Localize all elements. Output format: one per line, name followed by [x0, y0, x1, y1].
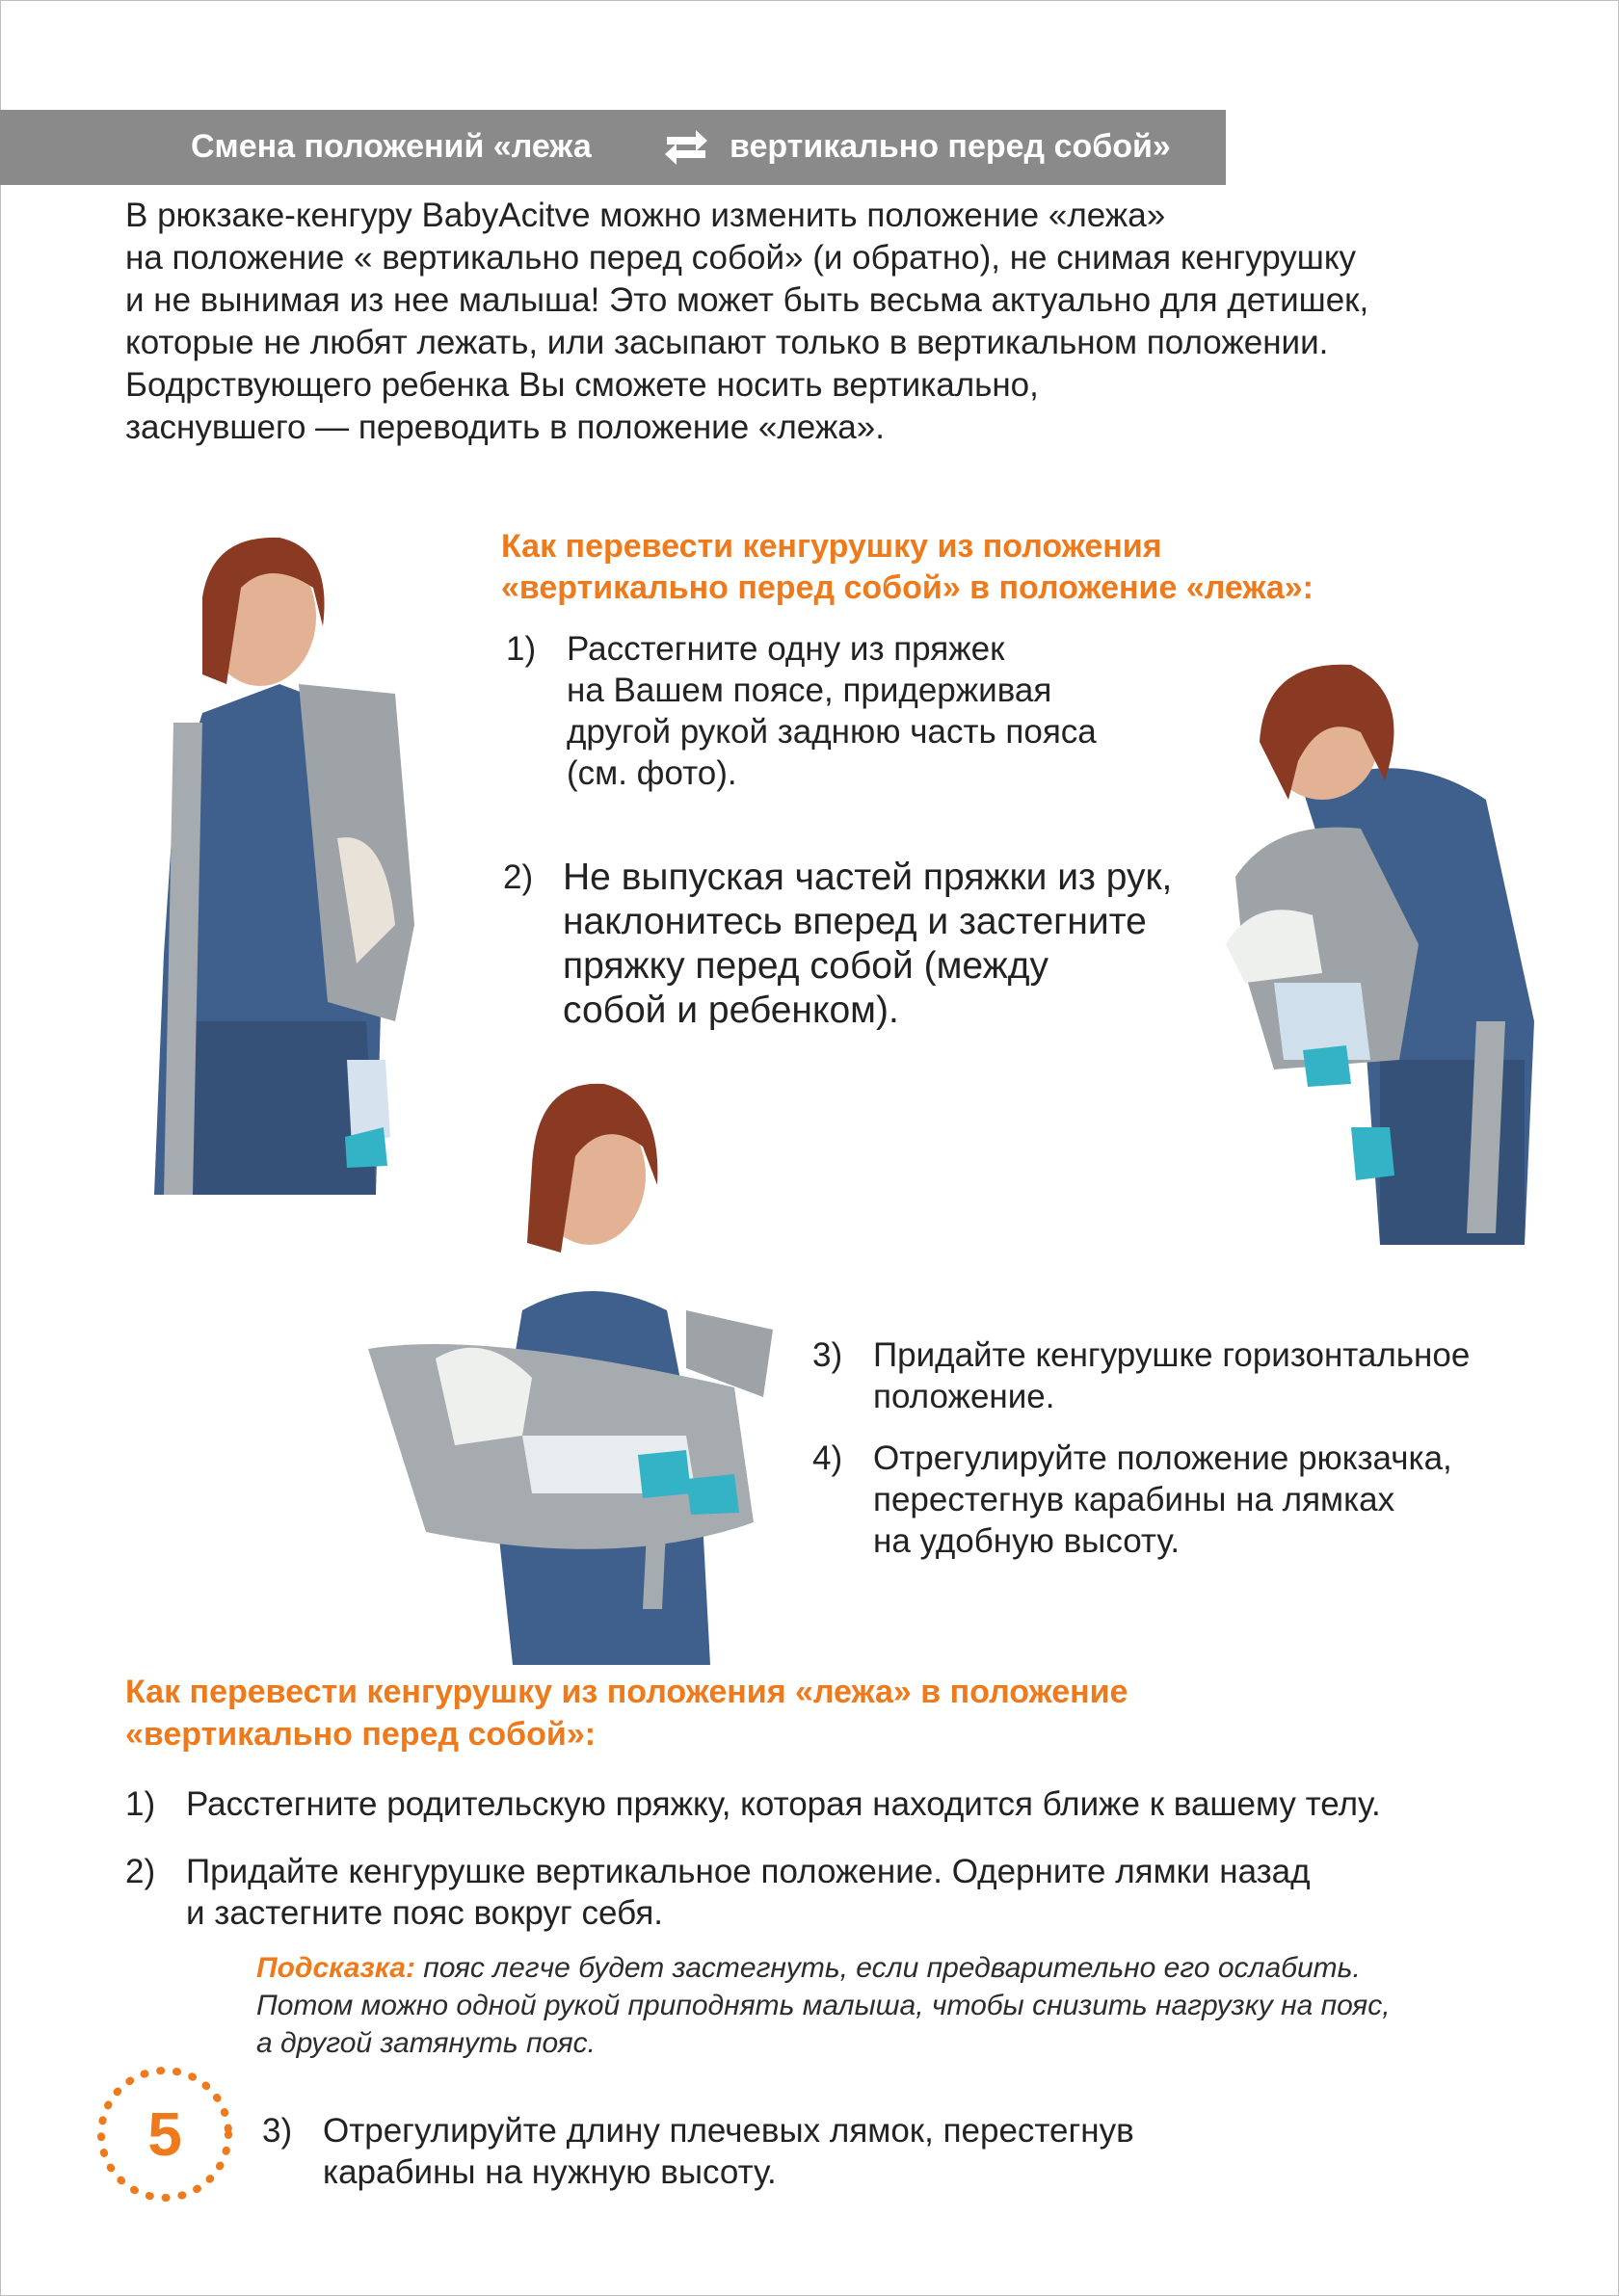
step-line: перестегнув карабины на лямках: [873, 1481, 1395, 1518]
step-line: карабины на нужную высоту.: [323, 2153, 777, 2191]
section1-heading-line: «вертикально перед собой» в положение «лежа»:: [501, 569, 1314, 606]
step-line: (см. фото).: [567, 754, 737, 792]
intro-line: В рюкзаке-кенгуру BabyAcitve можно изменить положение «лежа»: [125, 197, 1166, 234]
step-line: Расстегните одну из пряжек: [567, 630, 1005, 668]
step-line: на удобную высоту.: [873, 1522, 1181, 1560]
step-number: 1): [506, 630, 537, 668]
title-bar: [0, 110, 1226, 185]
tip-text: а другой затянуть пояс.: [256, 2027, 596, 2059]
step-number: 2): [503, 858, 534, 896]
intro-line: заснувшего — переводить в положение «лежа».: [125, 409, 885, 446]
step-line: Расстегните родительскую пряжку, которая находится ближе к вашему телу.: [186, 1785, 1381, 1823]
intro-line: и не вынимая из нее малыша! Это может быть весьма актуально для детишек,: [125, 281, 1369, 319]
tip-label: Подсказка:: [256, 1952, 415, 1984]
step-number: 3): [812, 1336, 843, 1374]
section2-heading-line: «вертикально перед собой»:: [125, 1716, 597, 1753]
step-line: пряжку перед собой (между: [563, 945, 1049, 987]
page-number: 5: [147, 2099, 182, 2169]
step-line: Отрегулируйте положение рюкзачка,: [873, 1439, 1452, 1477]
step-number: 4): [812, 1439, 843, 1477]
title-left: Смена положений «лежа: [191, 128, 592, 165]
step-line: наклонитесь вперед и застегните: [563, 901, 1147, 942]
step-line: Не выпуская частей пряжки из рук,: [563, 857, 1173, 898]
intro-paragraph: [125, 195, 1571, 449]
tip-box: [256, 1949, 1567, 2062]
photo-bending-forward: [1216, 655, 1549, 1245]
intro-line: которые не любят лежать, или засыпают только в вертикальном положении.: [125, 324, 1329, 361]
photo-horizontal-position: [368, 1069, 811, 1665]
step-line: Придайте кенгурушке горизонтальное: [873, 1336, 1471, 1374]
intro-line: на положение « вертикально перед собой» (и обратно), не снимая кенгурушку: [125, 239, 1357, 277]
step-number: 2): [125, 1853, 156, 1890]
step-line: собой и ребенком).: [563, 990, 899, 1031]
step-line: Придайте кенгурушке вертикальное положение. Одерните лямки назад: [186, 1853, 1311, 1890]
step-line: другой рукой заднюю часть пояса: [567, 713, 1097, 751]
section2-heading-line: Как перевести кенгурушку из положения «лежа» в положение: [125, 1674, 1128, 1710]
step-line: Отрегулируйте длину плечевых лямок, перестегнув: [323, 2112, 1134, 2150]
step-line: и застегните пояс вокруг себя.: [186, 1894, 664, 1932]
step-number: 1): [125, 1785, 156, 1823]
title-right: вертикально перед собой»: [730, 128, 1171, 165]
step-line: на Вашем поясе, придерживая: [567, 672, 1052, 709]
intro-line: Бодрствующего ребенка Вы сможете носить вертикально,: [125, 366, 1039, 404]
tip-text: пояс легче будет застегнуть, если предварительно его ослабить.: [414, 1952, 1361, 1984]
tip-text: Потом можно одной рукой приподнять малыша, чтобы снизить нагрузку на пояс,: [256, 1990, 1391, 2021]
step-line: положение.: [873, 1378, 1055, 1415]
section1-heading-line: Как перевести кенгурушку из положения: [501, 528, 1162, 565]
step-number: 3): [262, 2112, 293, 2150]
swap-arrows-icon: [663, 127, 709, 168]
